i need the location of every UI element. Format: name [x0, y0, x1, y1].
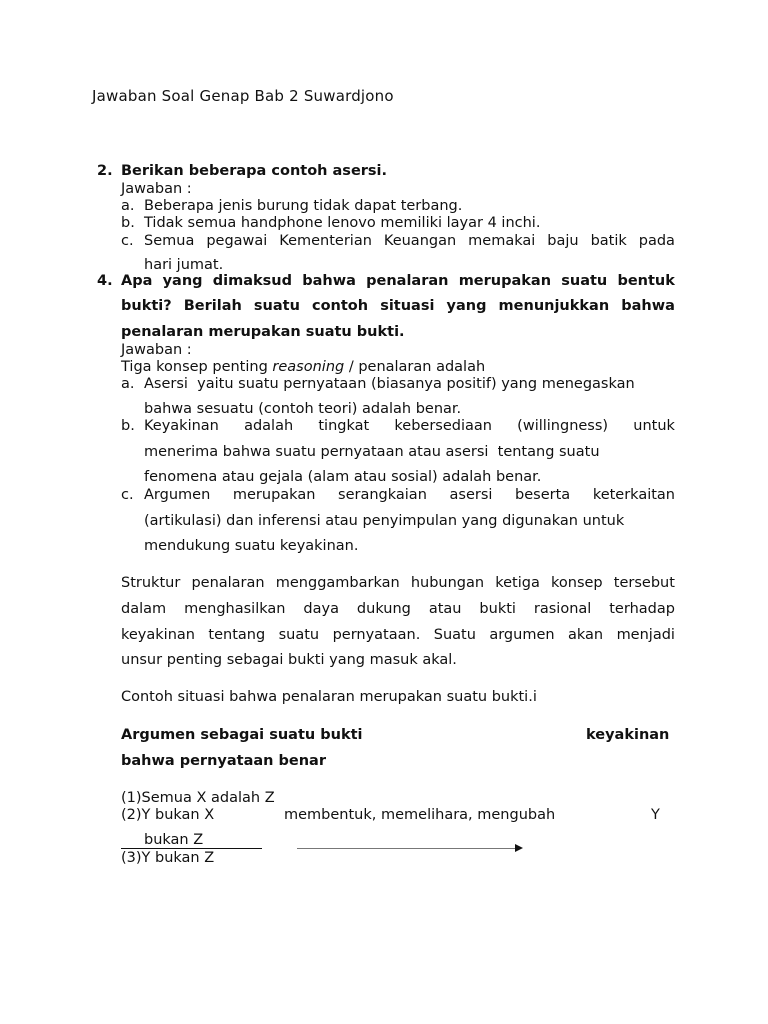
- question-text-line: penalaran merupakan suatu bukti.: [121, 324, 405, 340]
- word: menunjukkan: [498, 298, 610, 314]
- word: suatu: [278, 627, 320, 643]
- list-item-continuation: fenomena atau gejala (alam atau sosial) adalah benar.: [144, 469, 542, 485]
- intro-line: [121, 359, 485, 375]
- word: keterkaitan: [592, 487, 675, 503]
- list-label: b.: [121, 215, 135, 231]
- word: menghasilkan: [184, 601, 286, 617]
- word: argumen: [489, 627, 555, 643]
- word: suatu: [253, 298, 300, 314]
- word: bahwa: [621, 298, 675, 314]
- word: memakai: [468, 233, 536, 249]
- word: ketiga: [495, 575, 540, 591]
- argumen-heading-line2: bahwa pernyataan benar: [121, 753, 326, 769]
- word: menggambarkan: [275, 575, 400, 591]
- answer-label: Jawaban :: [121, 181, 192, 197]
- argumen-heading-right: keyakinan: [586, 727, 670, 743]
- y-label: Y: [651, 807, 660, 823]
- word: Argumen: [144, 487, 211, 503]
- word: asersi: [449, 487, 493, 503]
- paragraph-line: [121, 601, 675, 617]
- question-text: Berikan beberapa contoh asersi.: [121, 163, 388, 179]
- word: suatu: [561, 273, 608, 289]
- word: contoh: [312, 298, 369, 314]
- premise-3: (3)Y bukan Z: [121, 850, 215, 866]
- answer-label: Jawaban :: [121, 342, 192, 358]
- word: batik: [590, 233, 627, 249]
- word: merupakan: [458, 273, 552, 289]
- premise-1: (1)Semua X adalah Z: [121, 790, 275, 806]
- list-item-continuation: mendukung suatu keyakinan.: [144, 538, 359, 554]
- word: akan: [568, 627, 604, 643]
- word: merupakan: [232, 487, 316, 503]
- word: Kementerian: [279, 233, 372, 249]
- list-item-continuation: hari jumat.: [144, 257, 224, 273]
- word: konsep: [551, 575, 603, 591]
- list-item: [144, 487, 675, 503]
- word: beserta: [515, 487, 571, 503]
- word: hubungan: [410, 575, 485, 591]
- word: atau: [428, 601, 462, 617]
- word: Berilah: [183, 298, 242, 314]
- word: bentuk: [617, 273, 675, 289]
- word: dalam: [121, 601, 167, 617]
- arrow-head-icon: [515, 844, 523, 852]
- word: Apa: [121, 273, 153, 289]
- word: penalaran: [366, 273, 449, 289]
- intro-text: Tiga konsep penting: [121, 359, 273, 375]
- argumen-heading-left: Argumen sebagai suatu bukti: [121, 727, 363, 743]
- question-number: 4.: [97, 273, 113, 289]
- word: yang: [162, 273, 203, 289]
- word: situasi: [380, 298, 435, 314]
- word: tingkat: [318, 418, 370, 434]
- word: bukti: [479, 601, 516, 617]
- paragraph-line: [121, 627, 675, 643]
- word: bukti?: [121, 298, 172, 314]
- list-item: Tidak semua handphone lenovo memiliki layar 4 inchi.: [144, 215, 541, 231]
- word: yang: [446, 298, 487, 314]
- word: penalaran: [191, 575, 265, 591]
- list-label: c.: [121, 233, 134, 249]
- list-item-continuation: menerima bahwa suatu pernyataan atau asersi tentang suatu: [144, 444, 600, 460]
- word: Keyakinan: [144, 418, 219, 434]
- word: pada: [638, 233, 675, 249]
- list-label: b.: [121, 418, 135, 434]
- list-item: Asersi yaitu suatu pernyataan (biasanya positif) yang menegaskan: [144, 376, 635, 392]
- word: Struktur: [121, 575, 181, 591]
- paragraph-line: [121, 575, 675, 591]
- word: kebersediaan: [394, 418, 492, 434]
- example-line: Contoh situasi bahwa penalaran merupakan suatu bukti.i: [121, 689, 537, 705]
- list-label: a.: [121, 376, 135, 392]
- list-item: [144, 418, 675, 434]
- premise-2: (2)Y bukan X: [121, 807, 215, 823]
- word: dimaksud: [212, 273, 293, 289]
- word: tentang: [208, 627, 266, 643]
- question-text-line: [121, 273, 675, 289]
- word: pegawai: [206, 233, 268, 249]
- word: (willingness): [517, 418, 609, 434]
- list-label: a.: [121, 198, 135, 214]
- word: Semua: [144, 233, 195, 249]
- word: keyakinan: [121, 627, 195, 643]
- word: rasional: [533, 601, 592, 617]
- list-item-continuation: bahwa sesuatu (contoh teori) adalah benar.: [144, 401, 462, 417]
- question-text-line: [121, 298, 675, 314]
- question-number: 2.: [97, 163, 113, 179]
- word: tersebut: [613, 575, 675, 591]
- underline-divider: [121, 848, 262, 849]
- word: dukung: [356, 601, 411, 617]
- word: adalah: [244, 418, 294, 434]
- word: baju: [547, 233, 579, 249]
- word: pernyataan.: [332, 627, 421, 643]
- document-title: Jawaban Soal Genap Bab 2 Suwardjono: [92, 87, 394, 105]
- list-item-continuation: (artikulasi) dan inferensi atau penyimpulan yang digunakan untuk: [144, 513, 625, 529]
- intro-text: / penalaran adalah: [344, 359, 486, 375]
- word: terhadap: [609, 601, 675, 617]
- arrow-shaft: [297, 848, 515, 849]
- premise-2-continuation: bukan Z: [144, 832, 204, 848]
- word: menjadi: [616, 627, 675, 643]
- word: untuk: [633, 418, 675, 434]
- word: daya: [303, 601, 339, 617]
- word: Suatu: [433, 627, 476, 643]
- word: Keuangan: [383, 233, 457, 249]
- paragraph-line: unsur penting sebagai bukti yang masuk akal.: [121, 652, 457, 668]
- list-item: Beberapa jenis burung tidak dapat terbang.: [144, 198, 463, 214]
- list-item: [144, 233, 675, 249]
- arrow-label: membentuk, memelihara, mengubah: [284, 807, 556, 823]
- word: bahwa: [302, 273, 356, 289]
- word: serangkaian: [338, 487, 427, 503]
- intro-emphasis: reasoning: [272, 359, 345, 375]
- list-label: c.: [121, 487, 134, 503]
